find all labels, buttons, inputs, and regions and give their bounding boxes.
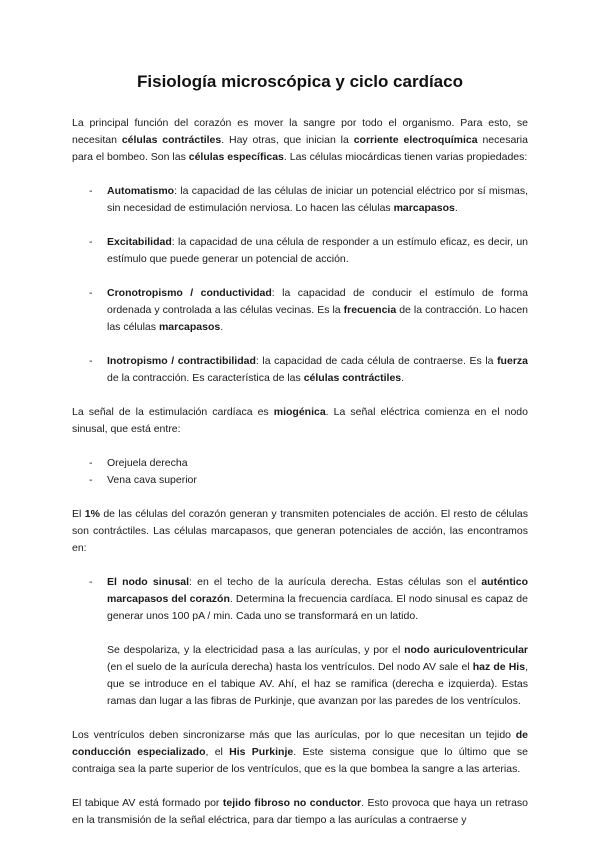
- bold-term: tejido fibroso no conductor: [222, 797, 362, 809]
- text-run: .: [454, 202, 458, 214]
- bullet-dash: -: [89, 576, 93, 588]
- properties-list: [89, 183, 528, 387]
- text-run: . Las células miocárdicas tienen varias propiedades:: [283, 151, 528, 163]
- text-run: de la contracción. Es característica de las: [107, 372, 304, 384]
- text-run: , que se introduce en el tabique AV. Ahí, el haz se ramifica (derecha e izquierda). Estas ramas dan lugar a las fibras de Purkinje, que avanzan por las paredes de los ventrículos.: [107, 661, 528, 707]
- bold-term: His Purkinje: [229, 746, 294, 758]
- text-run: Vena cava superior: [107, 474, 197, 486]
- text-run: (en el suelo de la aurícula derecha) hasta los ventrículos. Del nodo AV sale el: [107, 661, 473, 673]
- list-item: [89, 472, 528, 489]
- text-run: . Hay otras, que inician la: [221, 134, 354, 146]
- bold-term: Excitabilidad: [107, 236, 172, 248]
- bold-term: fuerza: [497, 355, 528, 367]
- bold-term: frecuencia: [343, 304, 397, 316]
- text-run: Orejuela derecha: [107, 457, 188, 469]
- pacemaker-paragraph: [72, 506, 528, 557]
- document-title: Fisiología microscópica y ciclo cardíaco: [137, 72, 463, 91]
- bold-term: El nodo sinusal: [107, 576, 190, 588]
- bold-term: Automatismo: [107, 185, 175, 197]
- text-run: El: [72, 508, 85, 520]
- bold-term: auténtico marcapasos del corazón: [107, 576, 529, 605]
- text-run: La principal función del corazón es mover la sangre por todo el organismo. Para esto, se necesitan: [72, 117, 528, 146]
- bullet-dash: -: [89, 185, 93, 197]
- bold-term: miogénica: [273, 406, 326, 418]
- text-run: : la capacidad de cada célula de contraerse. Es la: [255, 355, 498, 367]
- bold-term: nodo auriculoventricular: [404, 644, 528, 656]
- bold-term: marcapasos: [158, 321, 221, 333]
- bold-term: células contráctiles: [303, 372, 402, 384]
- bold-term: Inotropismo / contractibilidad: [107, 355, 256, 367]
- septum-paragraph: [72, 795, 528, 829]
- text-run: , el: [205, 746, 230, 758]
- bold-term: 1%: [84, 508, 100, 520]
- text-run: Se despolariza, y la electricidad pasa a las aurículas, y por el: [107, 644, 405, 656]
- locations-list: [89, 455, 528, 489]
- bold-term: corriente electroquímica: [353, 134, 478, 146]
- bullet-dash: -: [89, 457, 93, 469]
- bullet-dash: -: [89, 355, 93, 367]
- text-run: : la capacidad de conducir el estímulo de forma ordenada y controlada a las células vecinas. Es la: [107, 287, 528, 316]
- bullet-dash: -: [89, 236, 93, 248]
- intro-paragraph: [72, 115, 528, 166]
- bold-term: haz de His: [472, 661, 526, 673]
- list-item: [89, 183, 528, 217]
- list-item: [89, 574, 528, 710]
- list-item: [89, 353, 528, 387]
- nodes-list: [89, 574, 528, 710]
- bullet-dash: -: [89, 474, 93, 486]
- text-run: El tabique AV está formado por: [72, 797, 223, 809]
- nested-paragraph: [107, 642, 528, 710]
- bullet-dash: -: [89, 287, 93, 299]
- list-item: [89, 285, 528, 336]
- text-run: : en el techo de la aurícula derecha. Estas células son el: [189, 576, 482, 588]
- text-run: : la capacidad de las células de iniciar un potencial eléctrico por sí mismas, sin necesidad de estimulación nerviosa. Lo hacen las células: [107, 185, 528, 214]
- ventricles-paragraph: [72, 727, 528, 778]
- bold-term: de conducción especializado: [72, 729, 528, 758]
- list-item: [89, 455, 528, 472]
- bold-term: marcapasos: [393, 202, 455, 214]
- signal-paragraph: [72, 404, 528, 438]
- text-run: de las células del corazón generan y transmiten potenciales de acción. El resto de células son contráctiles. Las células marcapasos, que generan potenciales de acción, las encontramos en:: [72, 508, 528, 554]
- text-run: . La señal eléctrica comienza en el nodo sinusal, que está entre:: [72, 406, 528, 435]
- text-run: . Determina la frecuencia cardíaca. El nodo sinusal es capaz de generar unos 100 pA / min. Cada uno se transformará en un latido.: [107, 593, 528, 622]
- text-run: . Esto provoca que haya un retraso en la transmisión de la señal eléctrica, para dar tiempo a las aurículas a contraerse y: [72, 797, 529, 826]
- bold-term: células contráctiles: [121, 134, 222, 146]
- text-run: de la contracción. Lo hacen las células: [107, 304, 528, 333]
- text-run: necesaria para el bombeo. Son las: [72, 134, 528, 163]
- text-run: Los ventrículos deben sincronizarse más que las aurículas, por lo que necesitan un tejido: [72, 729, 516, 741]
- bold-term: células específicas: [188, 151, 284, 163]
- text-run: : la capacidad de una célula de responder a un estímulo eficaz, es decir, un estímulo que puede generar un potencial de acción.: [107, 236, 528, 265]
- text-run: . Este sistema consigue que lo último que se contraiga sea la parte superior de los ventrículos, que es la que bombea la sangre a las arterias.: [72, 746, 528, 775]
- text-run: .: [220, 321, 224, 333]
- text-run: La señal de la estimulación cardíaca es: [72, 406, 274, 418]
- bold-term: Cronotropismo / conductividad: [107, 287, 272, 299]
- list-item: [89, 234, 528, 268]
- text-run: .: [401, 372, 405, 384]
